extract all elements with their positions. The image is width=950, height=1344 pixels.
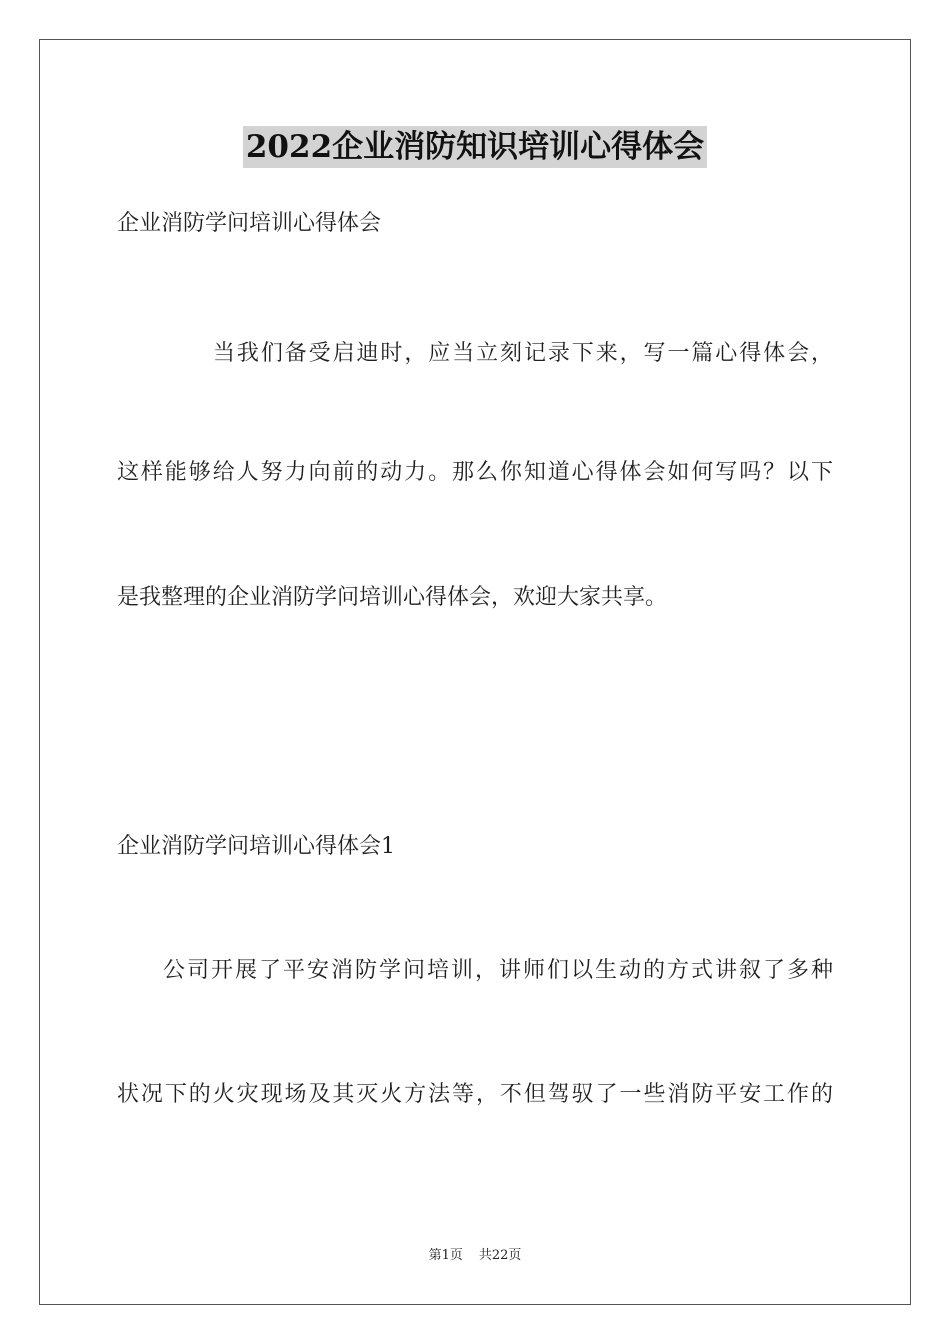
paragraph-line: 公司开展了平安消防学问培训，讲师们以生动的方式讲叙了多种: [163, 958, 833, 983]
section-heading: 企业消防学问培训心得体会1: [117, 834, 395, 859]
paragraph-line: 这样能够给人努力向前的动力。那么你知道心得体会如何写吗？以下: [117, 460, 833, 485]
title-container: [0, 126, 950, 168]
page-footer: [0, 1247, 950, 1265]
page-total: 共22页: [478, 1248, 522, 1263]
document-title: 2022企业消防知识培训心得体会: [243, 126, 707, 168]
page-number: 第1页: [428, 1248, 463, 1263]
paragraph-line: 状况下的火灾现场及其灭火方法等，不但驾驭了一些消防平安工作的: [117, 1082, 833, 1107]
subtitle-line: 企业消防学问培训心得体会: [117, 211, 382, 236]
paragraph-line: 是我整理的企业消防学问培训心得体会，欢迎大家共享。: [117, 585, 668, 610]
paragraph-line: 当我们备受启迪时，应当立刻记录下来，写一篇心得体会，: [213, 341, 833, 366]
